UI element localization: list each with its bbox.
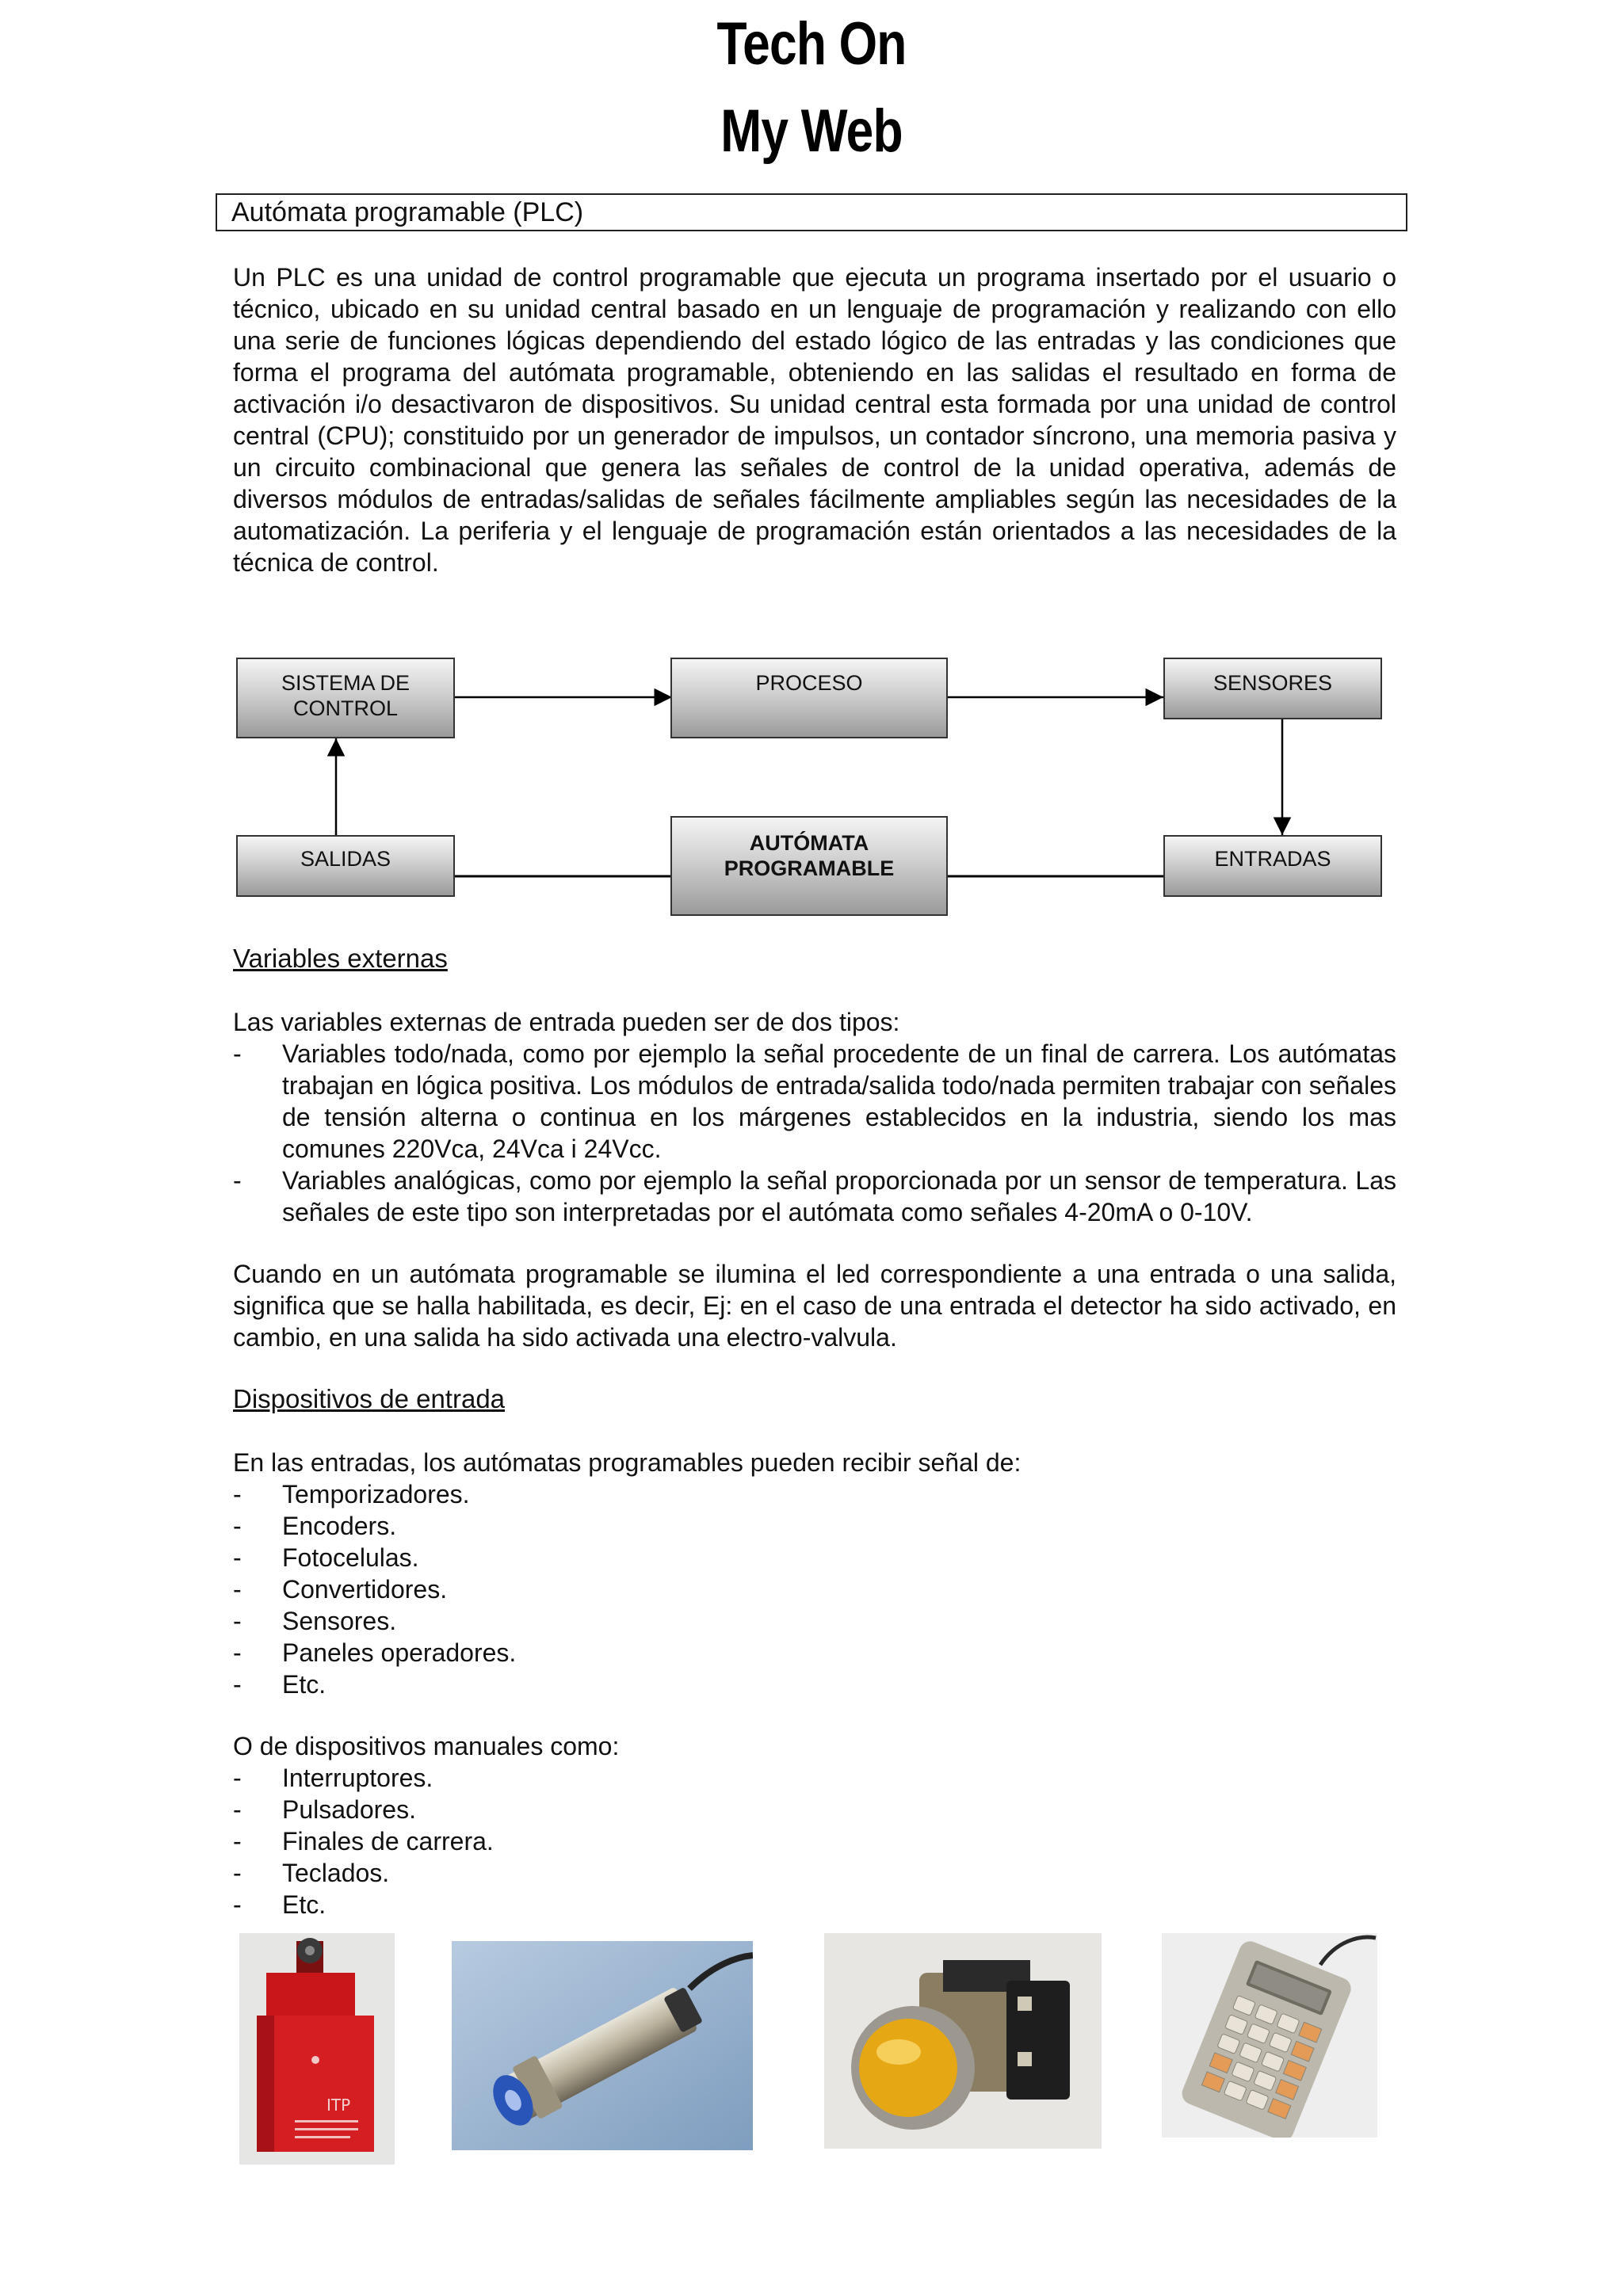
section-title-box: Autómata programable (PLC) <box>216 193 1407 231</box>
list-item-text: Fotocelulas. <box>282 1543 419 1572</box>
list-item <box>233 1038 1396 1165</box>
list-item-text: Paneles operadores. <box>282 1638 517 1667</box>
inductive-sensor-photo <box>452 1941 753 2150</box>
dispositivos-heading: Dispositivos de entrada <box>233 1384 506 1413</box>
site-title-line2: My Web <box>720 97 903 165</box>
list-item <box>233 1669 1396 1700</box>
box-salidas <box>236 835 455 897</box>
list-item-text: Encoders. <box>282 1512 397 1540</box>
variable-todo-nada: Variables todo/nada, como por ejemplo la señal procedente de un final de carrera. Los autómatas trabajan en lógica positiva. Los módulos de entrada/salida todo/nada permiten trabajar con señales de tensión alterna o continua en los márgenes establecidos en la industria, siendo los mas comunes 220Vca, 24Vca i 24Vcc. <box>282 1039 1396 1163</box>
variable-analogica: Variables analógicas, como por ejemplo la señal proporcionada por un sensor de temperatura. Las señales de este tipo son interpretadas por el autómata como señales 4-20mA o 0-10V. <box>282 1166 1396 1226</box>
list-dash: - <box>233 1607 242 1635</box>
list-dash: - <box>233 1670 242 1699</box>
variables-closing-paragraph <box>233 1258 1396 1353</box>
list-dash: - <box>233 1543 242 1572</box>
box-sistema-line1: SISTEMA DE <box>281 671 411 695</box>
keypad-photo <box>1162 1933 1377 2138</box>
variables-heading: Variables externas <box>233 944 448 973</box>
list-dash: - <box>233 1859 242 1887</box>
box-automata-line2: PROGRAMABLE <box>724 856 895 880</box>
pushbutton-photo <box>824 1933 1102 2149</box>
dispositivos-list <box>233 1478 1396 1700</box>
list-item-text: Etc. <box>282 1670 327 1699</box>
box-sensores <box>1163 658 1382 719</box>
list-item <box>233 1825 1396 1857</box>
list-item <box>233 1889 1396 1920</box>
box-sistema-line2: CONTROL <box>292 696 398 720</box>
box-automata-line1: AUTÓMATA <box>749 831 869 855</box>
list-item <box>233 1762 1396 1794</box>
list-item-text: Finales de carrera. <box>282 1827 494 1855</box>
list-item-text: Sensores. <box>282 1607 397 1635</box>
list-item <box>233 1637 1396 1669</box>
plc-diagram-connectors <box>0 0 1623 951</box>
intro-text: Un PLC es una unidad de control programable que ejecuta un programa insertado por el usuario o técnico, ubicado en su unidad central basado en un lenguaje de programación y realizando con ello una serie de funciones lógicas dependiendo del estado lógico de las entradas y las condiciones que forma el programa del autómata programable, obteniendo en las salidas el resultado en forma de activación i/o desactivaron de dispositivos. Su unidad central esta formada por una unidad de control central (CPU); constituido por un generador de impulsos, un contador síncrono, una memoria pasiva y un circuito combinacional que genera las señales de control de la unidad operativa, además de diversos módulos de entradas/salidas de señales fácilmente ampliables según las necesidades de la automatización. La periferia y el lenguaje de programación están orientados a las necesidades de la técnica de control. <box>233 263 1396 577</box>
box-automata-programable <box>670 816 948 916</box>
list-item <box>233 1605 1396 1637</box>
list-item <box>233 1478 1396 1510</box>
list-item <box>233 1857 1396 1889</box>
list-dash: - <box>233 1827 242 1855</box>
box-proceso-label: PROCESO <box>755 671 863 695</box>
list-item-text: Interruptores. <box>282 1764 433 1792</box>
limit-switch-photo <box>239 1933 395 2164</box>
box-salidas-label: SALIDAS <box>300 847 391 871</box>
box-sistema-de-control <box>236 658 455 738</box>
list-item <box>233 1510 1396 1542</box>
variables-list <box>233 1038 1396 1228</box>
list-item <box>233 1573 1396 1605</box>
variables-intro: Las variables externas de entrada pueden ser de dos tipos: <box>233 1008 900 1036</box>
list-item-text: Teclados. <box>282 1859 390 1887</box>
manual-intro: O de dispositivos manuales como: <box>233 1732 620 1760</box>
dispositivos-intro: En las entradas, los autómatas programables pueden recibir señal de: <box>233 1448 1022 1477</box>
box-entradas <box>1163 835 1382 897</box>
list-dash: - <box>233 1575 242 1604</box>
list-item <box>233 1794 1396 1825</box>
manual-list <box>233 1762 1396 1920</box>
list-dash: - <box>233 1890 242 1919</box>
box-entradas-label: ENTRADAS <box>1214 847 1331 871</box>
limit-switch-label: ITP <box>327 2096 351 2115</box>
list-dash: - <box>233 1039 242 1068</box>
list-item-text: Etc. <box>282 1890 327 1919</box>
list-dash: - <box>233 1166 242 1195</box>
list-dash: - <box>233 1480 242 1508</box>
list-item-text: Temporizadores. <box>282 1480 470 1508</box>
variables-closing: Cuando en un autómata programable se ilumina el led correspondiente a una entrada o una salida, significa que se halla habilitada, es decir, Ej: en el caso de una entrada el detector ha sido activado, en cambio, en una salida ha sido activada una electro-valvula. <box>233 1260 1396 1352</box>
list-item <box>233 1165 1396 1228</box>
box-sensores-label: SENSORES <box>1212 671 1333 695</box>
list-dash: - <box>233 1764 242 1792</box>
list-item-text: Convertidores. <box>282 1575 448 1604</box>
list-item-text: Pulsadores. <box>282 1795 416 1824</box>
site-title-line1: Tech On <box>716 10 907 78</box>
box-proceso <box>670 658 948 738</box>
list-dash: - <box>233 1638 242 1667</box>
list-dash: - <box>233 1795 242 1824</box>
list-dash: - <box>233 1512 242 1540</box>
list-item <box>233 1542 1396 1573</box>
